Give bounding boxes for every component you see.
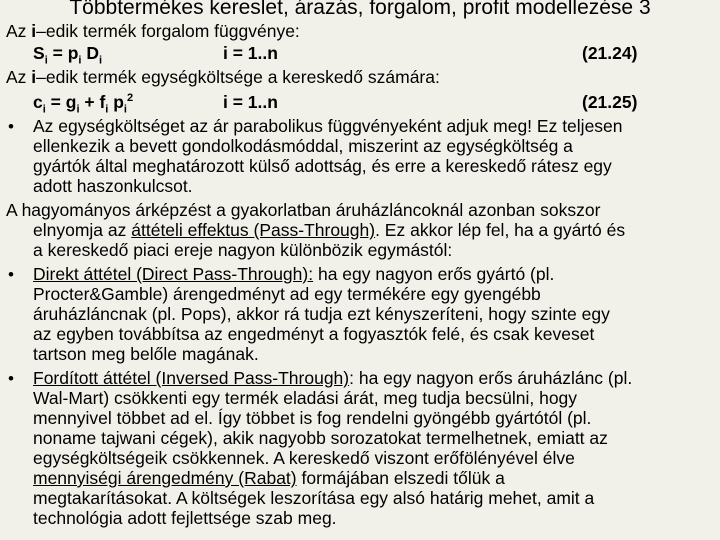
bullet-3-line-6 — [33, 468, 505, 489]
bullet-marker: • — [8, 369, 14, 388]
eq1-sub: i — [98, 54, 103, 67]
intro-line-1 — [6, 21, 300, 42]
eq2-c: c — [33, 92, 43, 112]
bullet-1-line: adott haszonkulcsot. — [33, 176, 193, 196]
intro-2-rest: –edik termék egységköltsége a kereskedő számára: — [36, 67, 440, 87]
eq1-sub: i — [78, 54, 82, 67]
eq2-range: i = 1..n — [223, 92, 278, 112]
para-text: . Ez akkor lép fel, ha a gyártó és — [375, 220, 626, 240]
paragraph-line-3: a kereskedő piaci ereje nagyon különbözik egymástól: — [33, 240, 453, 260]
bullet-1-line: gyártók által meghatározott külső adottság, és erre a kereskedő rátesz egy — [33, 156, 612, 176]
bullet-3-line: technológia adott fejlettsége szab meg. — [33, 508, 337, 528]
eq2-f: + f — [79, 92, 106, 112]
paragraph-line-2 — [33, 220, 625, 241]
eq2-sub: i — [42, 103, 46, 116]
bullet-3-line: noname tajwani cégek), akik nagyobb sorozatokat termelhetnek, emiatt az — [33, 428, 608, 448]
rabat-term: mennyiségi árengedmény (Rabat) — [33, 468, 297, 488]
bullet-2-line: Procter&Gamble) árengedményt ad egy termékére egy gyengébb — [33, 284, 541, 304]
eq1-S: S — [33, 43, 45, 63]
bullet-3-line: megtakarításokat. A költségek leszorítása egy alsó határig mehet, amit a — [33, 488, 595, 508]
eq2-sub: i — [76, 103, 80, 116]
eq2-sub: i — [123, 103, 127, 116]
bullet-marker: • — [8, 117, 14, 136]
eq2-sup: 2 — [126, 92, 134, 105]
paragraph-line-1: A hagyományos árképzést a gyakorlatban áruházláncoknál azonban sokszor — [6, 200, 601, 220]
intro-2-i: i — [31, 67, 37, 87]
intro-1-prefix: Az — [6, 21, 32, 41]
bullet-2-line: tartson meg belőle magának. — [33, 344, 259, 364]
eq1-p: = p — [47, 43, 79, 63]
bullet-3-text: formájában elszedi tőlük a — [296, 468, 505, 488]
bullet-2-line: az egyben továbbítsa az engedményt a fogyasztók felé, és csak keveset — [33, 324, 595, 344]
eq1-D: D — [81, 43, 99, 63]
eq1-sub: i — [44, 54, 48, 67]
bullet-marker: • — [8, 265, 14, 284]
equation-21-25 — [33, 92, 134, 116]
intro-line-2 — [6, 67, 440, 88]
bullet-2-line: áruházláncnak (pl. Pops), akkor rá tudja ezt kényszeríteni, hogy szinte egy — [33, 304, 610, 324]
eq1-number: (21.24) — [582, 43, 638, 63]
intro-2-prefix: Az — [6, 67, 32, 87]
inversed-pass-through-term: Fordított áttétel (Inversed Pass-Through) — [33, 368, 350, 388]
bullet-3-line: mennyivel többet ad el. Így többet is fog rendelni gyöngébb gyártótól (pl. — [33, 408, 592, 428]
bullet-1-line: ellenkezik a bevett gondolkodásmóddal, miszerint az egységköltség a — [33, 136, 573, 156]
pass-through-term: áttételi effektus (Pass-Through) — [131, 220, 376, 240]
eq2-sub: i — [105, 103, 109, 116]
intro-1-rest: –edik termék forgalom függvénye: — [36, 21, 300, 41]
para-text: elnyomja az — [33, 220, 132, 240]
eq2-g: = g — [45, 92, 77, 112]
direct-pass-through-term: Direkt áttétel (Direct Pass-Through): — [33, 264, 314, 284]
eq2-p: p — [108, 92, 124, 112]
bullet-3-text: : ha egy nagyon erős áruházlánc (pl. — [349, 368, 633, 388]
eq1-range: i = 1..n — [223, 43, 278, 63]
equation-21-24 — [33, 43, 103, 67]
eq2-number: (21.25) — [582, 92, 638, 112]
bullet-1-line: Az egységköltséget az ár parabolikus függvényeként adjuk meg! Ez teljesen — [33, 116, 623, 136]
intro-1-i: i — [31, 21, 37, 41]
bullet-3-line: egységköltségeik csökkennek. A kereskedő viszont erőfölényével élve — [33, 448, 575, 468]
bullet-2-line-1 — [33, 264, 554, 285]
bullet-3-line-1 — [33, 368, 632, 389]
slide-title: Többtermékes kereslet, árazás, forgalom, profit modellezése 3 — [69, 0, 651, 19]
bullet-2-text: ha egy nagyon erős gyártó (pl. — [313, 264, 555, 284]
bullet-3-line: Wal-Mart) csökkenti egy termék eladási árát, meg tudja becsülni, hogy — [33, 388, 578, 408]
